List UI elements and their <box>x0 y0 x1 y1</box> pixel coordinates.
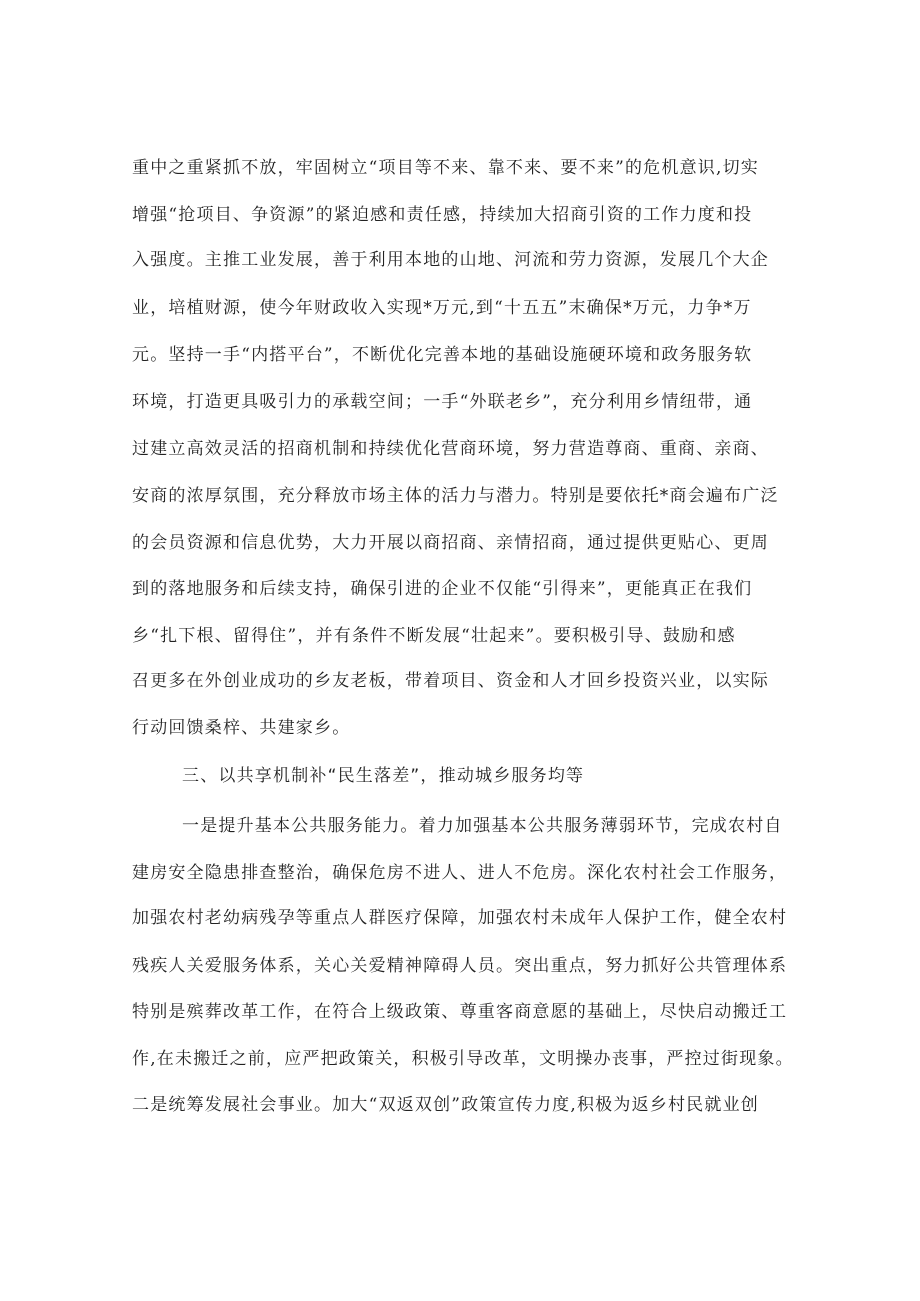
paragraph-line: 召更多在外创业成功的乡友老板，带着项目、资金和人才回乡投资兴业，以实际 <box>132 671 769 691</box>
paragraph-line: 作,在未搬迁之前，应严把政策关，积极引导改革，文明操办丧事，严控过街现象。 <box>132 1049 794 1069</box>
paragraph-line: 残疾人关爱服务体系，关心关爱精神障碍人员。突出重点，努力抓好公共管理体系 <box>132 956 788 976</box>
paragraph-line: 的会员资源和信息优势，大力开展以商招商、亲情招商，通过提供更贴心、更周 <box>132 533 769 553</box>
paragraph-line: 建房安全隐患排查整治，确保危房不进人、进人不危房。深化农村社会工作服务， <box>132 863 788 883</box>
paragraph-line: 特别是殡葬改革工作，在符合上级政策、尊重客商意愿的基础上，尽快启动搬迁工 <box>132 1002 788 1022</box>
paragraph-line: 行动回馈桑梓、共建家乡。 <box>132 718 351 738</box>
paragraph-line: 二是统筹发展社会事业。加大“双返双创”政策宣传力度,积极为返乡村民就业创 <box>132 1095 759 1115</box>
paragraph-line: 一是提升基本公共服务能力。着力加强基本公共服务薄弱环节，完成农村自 <box>182 816 783 836</box>
paragraph-line: 元。坚持一手“内搭平台”，不断优化完善本地的基础设施硬环境和政务服务软 <box>132 345 753 365</box>
paragraph-line: 加强农村老幼病残孕等重点人群医疗保障，加强农村未成年人保护工作，健全农村 <box>132 908 788 928</box>
section-heading: 三、以共享机制补“民生落差”，推动城乡服务均等 <box>182 766 585 786</box>
paragraph-line: 入强度。主推工业发展，善于利用本地的山地、河流和劳力资源，发展几个大企 <box>132 250 769 270</box>
paragraph-line: 增强“抢项目、争资源”的紧迫感和责任感，持续加大招商引资的工作力度和投 <box>132 205 753 225</box>
paragraph-line: 业，培植财源，使今年财政收入实现*万元,到“十五五”末确保*万元，力争*万 <box>132 298 752 318</box>
paragraph-line: 到的落地服务和后续支持，确保引进的企业不仅能“引得来”，更能真正在我们 <box>132 579 753 599</box>
paragraph-line: 乡“扎下根、留得住”，并有条件不断发展“壮起来”。要积极引导、鼓励和感 <box>132 626 736 646</box>
paragraph-line: 安商的浓厚氛围，充分释放市场主体的活力与潜力。特别是要依托*商会遍布广泛 <box>132 486 779 506</box>
paragraph-line: 过建立高效灵活的招商机制和持续优化营商环境，努力营造尊商、重商、亲商、 <box>132 439 769 459</box>
paragraph-line: 环境，打造更具吸引力的承载空间；一手“外联老乡”，充分利用乡情纽带，通 <box>132 392 753 412</box>
paragraph-line: 重中之重紧抓不放，牢固树立“项目等不来、靠不来、要不来”的危机意识,切实 <box>132 158 759 178</box>
